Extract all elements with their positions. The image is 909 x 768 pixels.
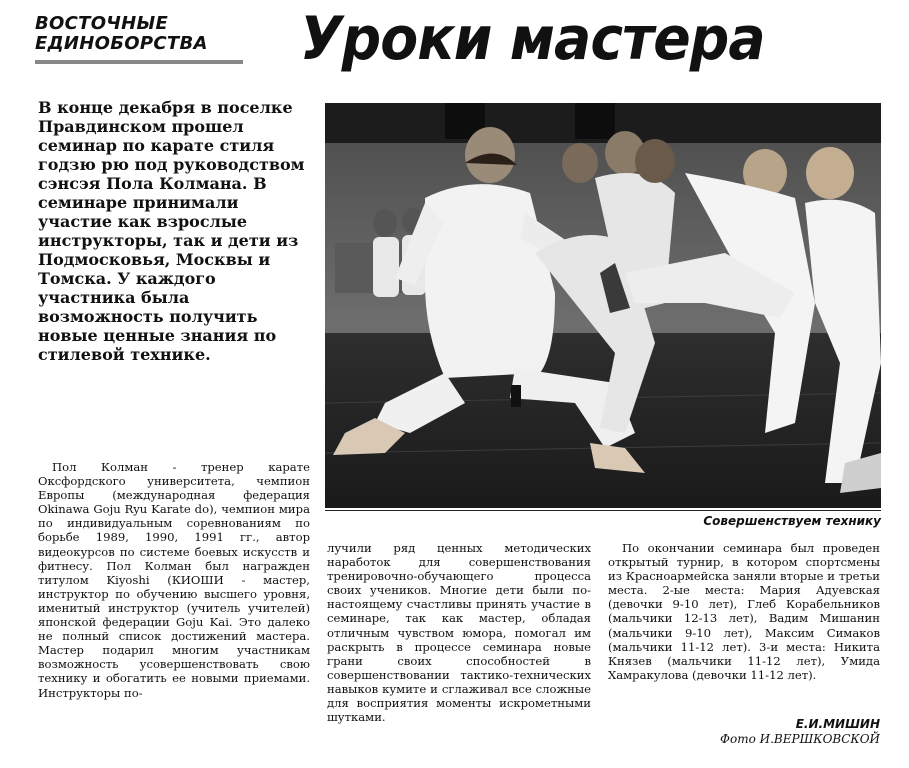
body-column-3: По окончании семинара был проведен открытый турнир, в котором спортсмены из Красноармейска заняли вторые и третьи места. 2-ые места: Мария Адуевская (девочки 9-10 лет), Глеб Корабельников (мальчики 12-13 лет), Вадим Мишанин (мальчики 9-10 лет), Максим Симаков (мальчики 11-12 лет). 3-и места: Никита Князев (мальчики 11-12 лет), Умида Хамракулова (девочки 11-12 лет). — [608, 541, 880, 682]
rubric-line-2: ЕДИНОБОРСТВА — [35, 33, 208, 54]
photo-credit: Фото И.ВЕРШКОВСКОЙ — [720, 732, 880, 746]
karate-seminar-photo — [325, 103, 881, 508]
body-column-1: Пол Колман - тренер карате Оксфордского университета, чемпион Европы (международная федерация Okinawa Goju Ryu Karate do), чемпион мира по индивидуальным соревнованиям по борьбе 1989, 1990, 1991 гг., автор видеокурсов по системе боевых искусств и фитнесу. Пол Колман был награжден титулом Kiyoshi (КИОШИ - мастер, инструктор по обучению высшего уровня, именитый инструктор (учитель учителей) японской федерации Goju Kai. Это далеко не полный список достижений мастера. Мастер подарил многим участникам возможность усовершенствовать свою технику и обогатить ее новыми приемами. Инструкторы по- — [38, 460, 310, 700]
rubric-line-1: ВОСТОЧНЫЕ — [35, 13, 169, 34]
section-rubric — [35, 14, 250, 64]
article-headline: Уроки мастера — [300, 4, 765, 74]
author-name: Е.И.МИШИН — [795, 717, 880, 731]
rubric-underline — [35, 60, 243, 64]
photo-caption: Совершенствуем технику — [325, 510, 881, 531]
article-lead: В конце декабря в поселке Правдинском прошел семинар по карате стиля годзю рю под руководством сэнсэя Пола Колмана. В семинаре принимали участие как взрослые инструкторы, так и дети из Подмосковья, Москвы и Томска. У каждого участника была возможность получить новые ценные знания по стилевой технике. — [38, 98, 305, 364]
body-column-2: лучили ряд ценных методических наработок для совершенствования тренировочно-обучающего процесса своих учеников. Многие дети были по-настоящему счастливы принять участие в семинаре, так как мастер, обладая отличным чувством юмора, помогал им раскрыть в процессе семинара новые грани своих способностей в совершенствовании тактико-технических навыков кумите и сглаживал все сложные для восприятия моменты искрометными шутками. — [327, 541, 591, 725]
byline — [608, 717, 880, 747]
